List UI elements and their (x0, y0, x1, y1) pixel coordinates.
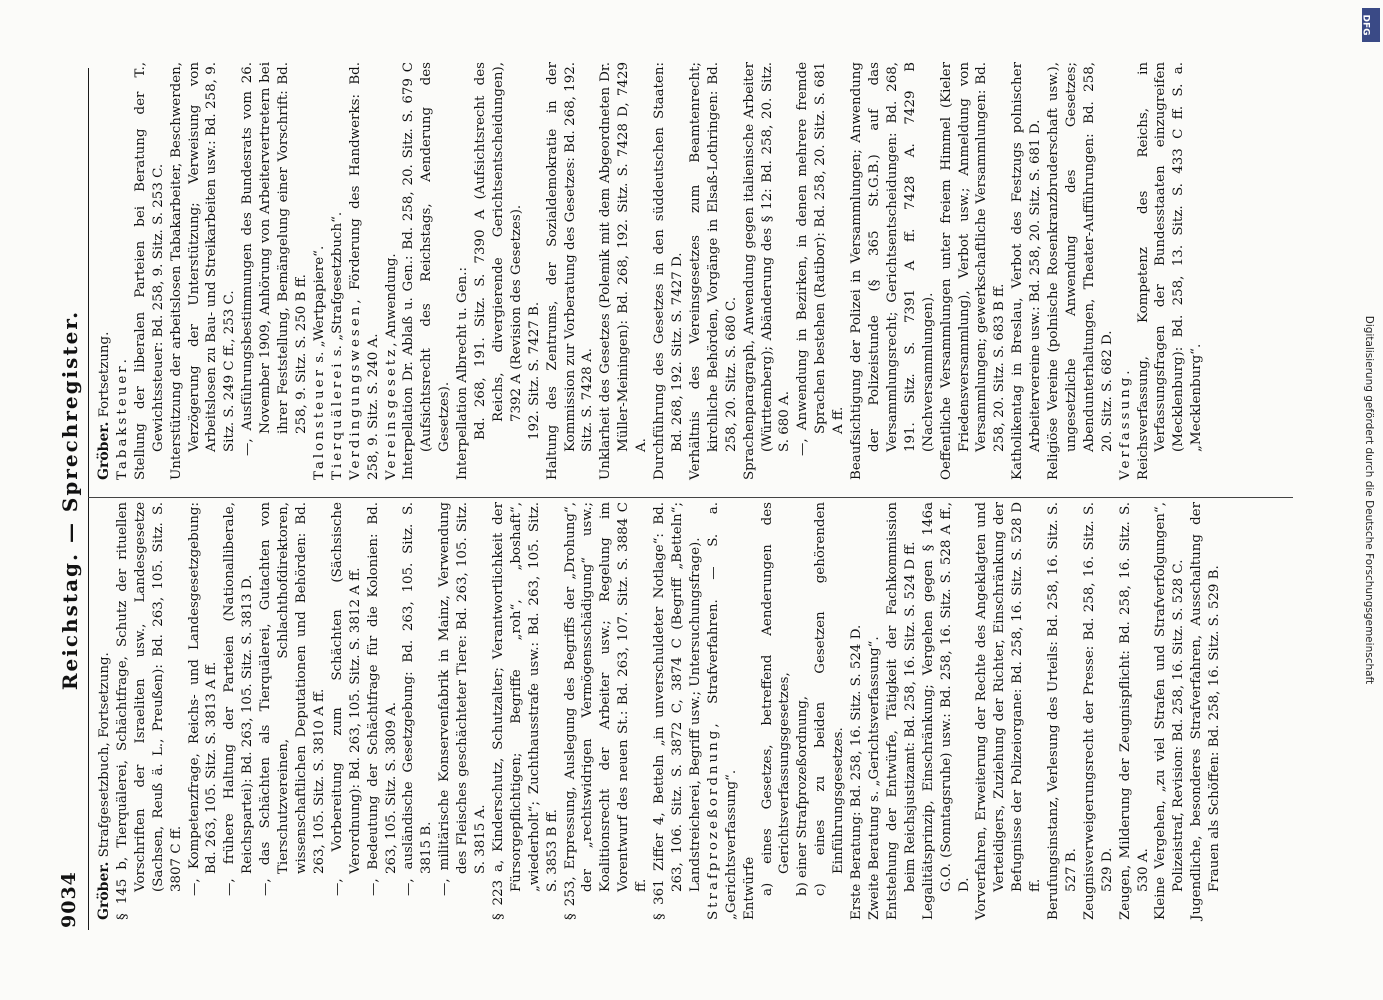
right-column-heading (96, 62, 114, 480)
index-entry: Durchführung des Gesetzes in den süddeutschen Staaten: Bd. 268, 192. Sitz. S. 7427 D. (652, 62, 685, 480)
right-entries (114, 62, 1206, 480)
index-entry: Reichsverfassung, Kompetenz des Reichs, in Verfassungsfragen der Bundesstaaten einzugreifen (Mecklenburg): Bd. 258, 13. Sitz. S. 433 C ff. S. a. „Mecklenburg“. (1135, 62, 1205, 480)
index-entry: Zeugen, Milderung der Zeugnispflicht: Bd. 258, 16. Sitz. S. 530 A. (1117, 502, 1151, 920)
index-entry: Erste Beratung: Bd. 258, 16. Sitz. S. 524 D. (849, 624, 865, 920)
index-entry: —, Anwendung in Bezirken, in denen mehrere fremde Sprachen bestehen (Ratibor): Bd. 258, 20. Sitz. S. 681 A ff. (795, 62, 847, 456)
index-entry: Tabaksteuer. (114, 359, 130, 480)
speaker-name: Gröber. (96, 421, 112, 480)
digitization-credit (1357, 0, 1381, 1000)
index-entry: —, das Schächten als Tierquälerei, Gutachten von Tierschutzvereinen, Schlachthofdirektoren, wissenschaftlichen Deputationen und Behörden: Bd. 263, 105. Sitz. S. 3810 A ff. (258, 502, 327, 896)
index-entry: Zweite Beratung s. „Gerichtsverfassung“. (866, 636, 882, 920)
index-entry: —, ausländische Gesetzgebung: Bd. 263, 105. Sitz. S. 3815 B. (401, 502, 435, 896)
index-entry: Vorverfahren, Erweiterung der Rechte des Angeklagten und Verteidigers, Zuziehung der Richter, Einschränkung der Befugnisse der Polizeiorgane: Bd. 258, 16. Sitz. S. 528 D ff. (974, 502, 1044, 920)
index-entry: Legalitätsprinzip, Einschränkung; Vergehen gegen § 146a G.O. (Sonntagsruhe) usw.: Bd. 258, 16. Sitz. S. 528 A ff., D. (920, 502, 972, 920)
index-entry: Unterstützung der arbeitslosen Tabakarbeiter, Beschwerden, Verzögerung der Unterstützung; Verweisung von Arbeitslosen zu Bau- und Streikarbeiten usw.: Bd. 258, 9. Sitz. S. 249 C ff., 253 C. (168, 62, 238, 480)
index-entry: § 253, Erpressung, Auslegung des Begriffs der „Drohung“, der „rechtswidrigen Vermögensschädigung“ usw.; Koalitionsrecht der Arbeiter usw.; Regelung im Vorentwurf des neuen St.: Bd. 263, 107. Sitz. S. 3884 C ff. (562, 502, 650, 920)
index-entry: § 145 b, Tierquälerei, Schächtfrage, Schutz der rituellen Vorschriften der Israeliten usw., Landesgesetze (Sachsen, Reuß ä. L., Preußen): Bd. 263, 105. Sitz. S. 3807 C ff. (114, 502, 184, 920)
index-entry: § 361 Ziffer 4, Betteln „in unverschuldeter Notlage“: Bd. 263, 106. Sitz. S. 3872 C, 3874 C (Begriff „Betteln“; Landstreicherei, Begriff usw.; Untersuchungsfrage). (652, 502, 703, 920)
header-rule (88, 68, 89, 930)
index-entry: Beaufsichtigung der Polizei in Versammlungen; Anwendung der Polizeistunde (§ 365 St.G.B.) auf das Versammlungsrecht; Gerichtsentscheidungen: Bd. 268, 191. Sitz. S. 7391 A ff. 7428 A. 7429 B (Nachversammlungen). (849, 62, 936, 480)
index-entry: Bd. 268, 191. Sitz. S. 7390 A (Aufsichtsrecht des Reichs, divergierende Gerichtsentscheidungen), 7392 A (Revision des Gesetzes). (473, 62, 524, 440)
column-divider (88, 497, 1293, 498)
dfg-logo (1362, 8, 1380, 42)
index-entry: Vereinsgesetz, Anwendung. (383, 253, 399, 480)
page-number: 9034 (58, 871, 80, 928)
index-entry: Jugendliche, besonderes Strafverfahren, Ausschaltung der Frauen als Schöffen: Bd. 258, 16. Sitz. S. 529 B. (1189, 502, 1223, 920)
index-entry: —, Kompetenzfrage, Reichs- und Landesgesetzgebung: Bd. 263, 105. Sitz. S. 3813 A ff. (186, 502, 220, 896)
left-entries (114, 502, 1224, 920)
index-entry: Interpellation Dr. Ablaß u. Gen.: Bd. 258, 20. Sitz. S. 679 C (Aufsichtsrecht des Reichstags, Aenderung des Gesetzes). (401, 62, 453, 480)
index-entry: Verhältnis des Vereinsgesetzes zum Beamtenrecht; kirchliche Behörden, Vorgänge in Elsaß-Lothringen: Bd. 258, 20. Sitz. S. 680 C. (687, 62, 739, 480)
right-column (96, 62, 1206, 480)
index-entry: —, Bedeutung der Schächtfrage für die Kolonien: Bd. 263, 105. Sitz. S. 3809 A. (365, 502, 399, 896)
index-entry: Oeffentliche Versammlungen unter freiem Himmel (Kieler Friedensversammlung), Verbot usw.; Anmeldung von Versammlungen; gewerkschaftliche Versammlungen: Bd. 258, 20. Sitz. S. 683 B ff. (938, 62, 1008, 480)
index-entry: Entstehung der Entwürfe, Tätigkeit der Fachkommission beim Reichsjustizamt: Bd. 258, 16. Sitz. S. 524 D ff. (884, 502, 918, 920)
index-entry: Zeugnisverweigerungsrecht der Presse: Bd. 258, 16. Sitz. S. 529 D. (1081, 502, 1115, 920)
index-entry: —, Ausführungsbestimmungen des Bundesrats vom 26. November 1909, Anhörung von Arbeitervertretern bei ihrer Feststellung, Bemängelung einer Vorschrift: Bd. 258, 9. Sitz. S. 250 B ff. (240, 62, 309, 456)
index-entry: Haltung des Zentrums, der Sozialdemokratie in der Kommission zur Vorberatung des Gesetzes: Bd. 268, 192. Sitz. S. 7428 A. (544, 62, 596, 480)
index-entry: Stellung der liberalen Parteien bei Beratung der T., Gewichtssteuer: Bd. 258, 9. Sitz. S. 253 C. (132, 62, 166, 480)
index-entry: Unklarheit des Gesetzes (Polemik mit dem Abgeordneten Dr. Müller-Meiningen): Bd. 268, 192. Sitz. S. 7428 D, 7429 A. (598, 62, 650, 480)
index-entry: Religiöse Vereine (polnische Rosenkranzbruderschaft usw.), ungesetzliche Anwendung des Gesetzes; Abendunterhaltungen, Theater-Aufführungen: Bd. 258, 20. Sitz. S. 682 D. (1046, 62, 1115, 480)
index-entry: —, militärische Konservenfabrik in Mainz, Verwendung des Fleisches geschächteter Tiere: Bd. 263, 105. Sitz. S. 3815 A. (437, 502, 489, 896)
index-entry: 192. Sitz. S. 7427 B. (526, 301, 542, 440)
index-entry: a) eines Gesetzes, betreffend Aenderungen des Gerichtsverfassungsgesetzes, (759, 502, 793, 896)
index-entry: Berufungsinstanz, Verlesung des Urteils: Bd. 258, 16. Sitz. S. 527 B. (1046, 502, 1079, 920)
index-entry: b) einer Strafprozeßordnung, (795, 695, 811, 896)
index-entry: Katholikentag in Breslau, Verbot des Festzugs polnischer Arbeitervereine usw.: Bd. 258, 20. Sitz. S. 681 D. (1010, 62, 1044, 480)
index-entry: Entwürfe (741, 856, 757, 920)
index-entry: Kleine Vergehen, „zu viel Strafen und Strafverfolgungen“, Polizeistraf, Revision: Bd. 258, 16. Sitz. S. 528 C. (1153, 502, 1187, 920)
section-intro: Strafgesetzbuch, Fortsetzung. (97, 652, 112, 858)
left-column-heading (96, 502, 114, 920)
section-intro: Fortsetzung. (97, 331, 112, 418)
index-entry: § 223 a, Kinderschutz, Schutzalter; Verantwortlichkeit der Fürsorgepflichtigen; Begriffe „roh“, „boshaft“, „wiederholt“; Zuchthausstrafe usw.: Bd. 263, 105. Sitz. S. 3853 B ff. (490, 502, 560, 920)
index-entry: —, Vorbereitung zum Schächten (Sächsische Verordnung): Bd. 263, 105. Sitz. S. 3812 A ff. (329, 502, 363, 896)
index-entry: —, frühere Haltung der Parteien (Nationalliberale, Reichspartei): Bd. 263, 105. Sitz. S. 3813 D. (222, 502, 256, 896)
index-entry: Verdingungswesen, Förderung des Handwerks: Bd. 258, 9. Sitz. S. 240 A. (347, 62, 381, 480)
left-column (96, 502, 1224, 920)
index-entry: Strafprozeßordnung, Strafverfahren. — S. a. „Gerichtsverfassung“. (705, 502, 739, 920)
index-entry: Interpellation Albrecht u. Gen.: (455, 266, 471, 480)
index-entry: Tierquälerei s. „Strafgesetzbuch“. (329, 211, 345, 480)
index-entry: c) eines zu beiden Gesetzen gehörenden Einführungsgesetzes. (813, 502, 847, 896)
speaker-name: Gröber. (96, 861, 112, 920)
index-entry: Verfassung. (1117, 370, 1133, 480)
index-entry: Talonsteuer s. „Wertpapiere“. (311, 245, 327, 480)
index-entry: Sprachenparagraph, Anwendung gegen italienische Arbeiter (Württemberg); Abänderung des § 12: Bd. 258, 20. Sitz. S. 680 A. (741, 62, 793, 480)
dfg-logo-text: DFG (1360, 14, 1371, 36)
running-head: Reichstag. — Sprechregister. (58, 309, 82, 691)
digitization-credit-text: Digitalisierung gefördert durch die Deutsche Forschungsgemeinschaft (1363, 315, 1375, 685)
